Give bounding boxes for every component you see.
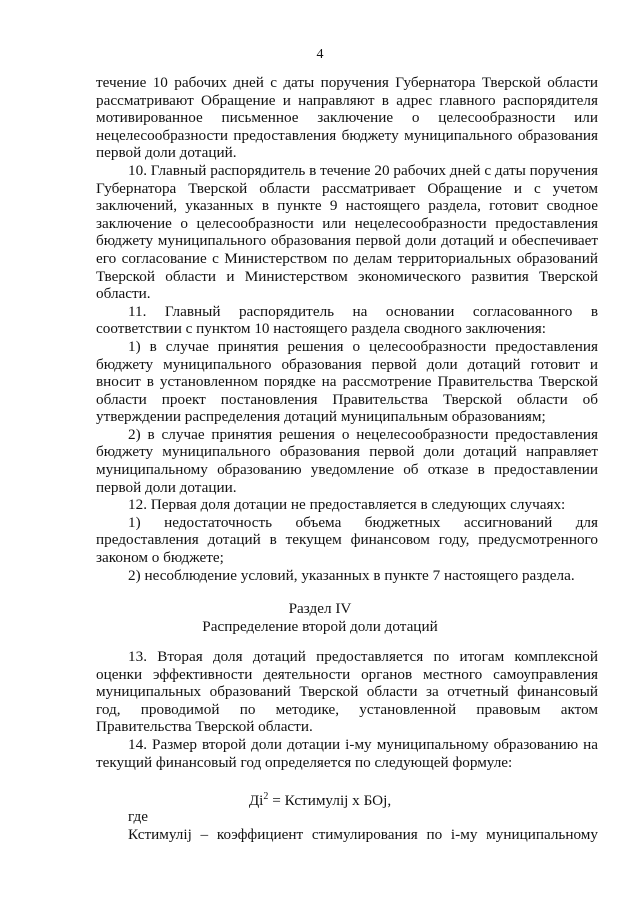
paragraph: течение 10 рабочих дней с даты поручения Губернатора Тверской области рассматривают Обращение и направляют в адрес главного распорядителя мотивированное письменное заключение о целесообразности или нецелесообразности предоставления бюджету муниципального образования первой доли дотаций. <box>96 74 598 162</box>
formula-superscript: 2 <box>263 791 269 802</box>
paragraph: 1) в случае принятия решения о целесообразности предоставления бюджету муниципального образования первой доли дотаций готовит и вносит в установленном порядке на рассмотрение Правительства Тверской области проект постановления Правительства Тверской области об утверждении распределения дотаций муниципальным образованиям; <box>96 337 598 426</box>
paragraph: 14. Размер второй доли дотации i-му муниципальному образованию на текущий финансовый год определяется по следующей формуле: <box>96 735 598 771</box>
paragraph: 13. Вторая доля дотаций предоставляется по итогам комплексной оценки эффективности деятельности органов местного самоуправления муниципальных образований Тверской области за отчетный финансовый год, проводимой по методике, установленной правовым актом Правительства Тверской области. <box>96 648 598 736</box>
section-4-text <box>96 648 598 771</box>
formula-lhs: Дi <box>248 792 264 810</box>
section-subheading: Распределение второй доли дотаций <box>202 618 438 635</box>
section-heading: Раздел IV <box>288 600 352 617</box>
paragraph: 2) несоблюдение условий, указанных в пункте 7 настоящего раздела. <box>128 566 575 584</box>
formula <box>0 788 640 810</box>
paragraph-cut-off: Кстимулij – коэффициент стимулирования по i-му муниципальному <box>128 826 598 843</box>
paragraph: 2) в случае принятия решения о нецелесообразности предоставления бюджету муниципального образования первой доли дотаций направляет муниципальному образованию уведомление об отказе в предоставлении первой доли дотации. <box>96 425 598 496</box>
page-number: 4 <box>316 47 324 62</box>
paragraph: 11. Главный распорядитель на основании согласованного в соответствии с пунктом 10 настоящего раздела сводного заключения: <box>96 302 598 338</box>
paragraph: 10. Главный распорядитель в течение 20 рабочих дней с даты поручения Губернатора Тверской области рассматривает Обращение и с учетом заключений, указанных в пункте 9 настоящего раздела, готовит сводное заключение о целесообразности или нецелесообразности предоставления бюджету муниципального образования первой доли дотаций и обеспечивает его согласование с Министерством по делам территориальных образований Тверской области и Министерством экономического развития Тверской области. <box>96 161 598 303</box>
formula-rhs: = Кстимулij х БОj, <box>268 792 392 810</box>
paragraph: 12. Первая доля дотации не предоставляется в следующих случаях: <box>128 496 566 514</box>
paragraph: 1) недостаточность объема бюджетных ассигнований для предоставления дотаций в текущем финансовом году, предусмотренного законом о бюджете; <box>96 513 598 567</box>
section-3-text <box>96 74 598 584</box>
where-label: где <box>128 808 148 825</box>
